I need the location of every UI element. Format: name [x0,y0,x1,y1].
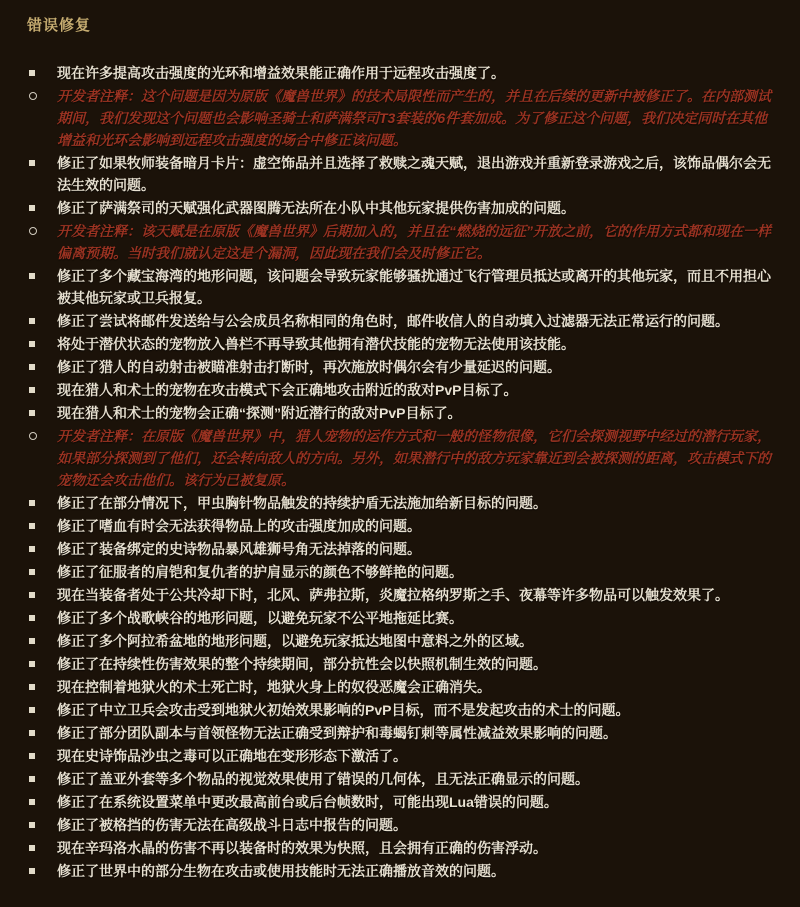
bugfix-item [27,561,772,583]
bugfix-item [27,860,772,882]
square-bullet-icon [29,500,35,506]
square-bullet-icon [29,822,35,828]
item-text: 现在当装备者处于公共冷却下时，北风、萨弗拉斯，炎魔拉格纳罗斯之手、夜幕等许多物品可以触发效果了。 [57,587,729,603]
square-bullet-icon [29,638,35,644]
square-bullet-icon [29,546,35,552]
bugfix-item [27,402,772,424]
item-text: 修正了装备绑定的史诗物品暴风雄狮号角无法掉落的问题。 [57,541,421,557]
square-bullet-icon [29,753,35,759]
item-text: 修正了萨满祭司的天赋强化武器图腾无法所在小队中其他玩家提供伤害加成的问题。 [57,200,575,216]
item-text: 修正了在部分情况下，甲虫胸针物品触发的持续护盾无法施加给新目标的问题。 [57,495,547,511]
circle-bullet-icon [29,227,37,235]
bugfix-item [27,538,772,560]
square-bullet-icon [29,364,35,370]
bugfix-item [27,837,772,859]
bugfix-item [27,197,772,219]
devnote-item [27,220,772,264]
square-bullet-icon [29,799,35,805]
item-text: 现在许多提高攻击强度的光环和增益效果能正确作用于远程攻击强度了。 [57,65,505,81]
item-text: 修正了多个战歌峡谷的地形问题，以避免玩家不公平地拖延比赛。 [57,610,463,626]
item-text: 修正了世界中的部分生物在攻击或使用技能时无法正确播放音效的问题。 [57,863,505,879]
square-bullet-icon [29,318,35,324]
bugfix-item [27,607,772,629]
bugfix-item [27,814,772,836]
item-text: 修正了多个阿拉希盆地的地形问题，以避免玩家抵达地图中意料之外的区域。 [57,633,533,649]
square-bullet-icon [29,845,35,851]
item-text: 修正了猎人的自动射击被瞄准射击打断时，再次施放时偶尔会有少量延迟的问题。 [57,359,561,375]
item-text: 开发者注释：在原版《魔兽世界》中，猎人宠物的运作方式和一般的怪物很像，它们会探测视野中经过的潜行玩家，如果部分探测到了他们，还会转向敌人的方向。另外，如果潜行中的敌方玩家靠近到会被探测的距离，攻击模式下的宠物还会攻击他们。该行为已被复原。 [57,428,771,488]
square-bullet-icon [29,592,35,598]
item-text: 修正了如果牧师装备暗月卡片：虚空饰品并且选择了救赎之魂天赋，退出游戏并重新登录游戏之后，该饰品偶尔会无法生效的问题。 [57,155,771,193]
item-text: 现在辛玛洛水晶的伤害不再以装备时的效果为快照，且会拥有正确的伤害浮动。 [57,840,547,856]
bugfix-item [27,653,772,675]
bugfix-item [27,356,772,378]
square-bullet-icon [29,70,35,76]
bugfix-item [27,333,772,355]
square-bullet-icon [29,661,35,667]
item-text: 开发者注释：这个问题是因为原版《魔兽世界》的技术局限性而产生的，并且在后续的更新中被修正了。在内部测试期间，我们发现这个问题也会影响圣骑士和萨满祭司T3套装的6件套加成。为了修正这个问题，我们决定同时在其他增益和光环会影响到远程攻击强度的场合中修正该问题。 [57,88,771,148]
bugfix-item [27,62,772,84]
square-bullet-icon [29,776,35,782]
item-text: 修正了在系统设置菜单中更改最高前台或后台帧数时，可能出现Lua错误的问题。 [57,794,558,810]
item-text: 修正了在持续性伤害效果的整个持续期间，部分抗性会以快照机制生效的问题。 [57,656,547,672]
square-bullet-icon [29,707,35,713]
item-text: 现在控制着地狱火的术士死亡时，地狱火身上的奴役恶魔会正确消失。 [57,679,491,695]
square-bullet-icon [29,730,35,736]
square-bullet-icon [29,684,35,690]
square-bullet-icon [29,523,35,529]
item-text: 修正了中立卫兵会攻击受到地狱火初始效果影响的PvP目标，而不是发起攻击的术士的问题。 [57,702,630,718]
bugfix-item [27,379,772,401]
bugfix-item [27,745,772,767]
item-text: 将处于潜伏状态的宠物放入兽栏不再导致其他拥有潜伏技能的宠物无法使用该技能。 [57,336,575,352]
item-text: 修正了尝试将邮件发送给与公会成员名称相同的角色时，邮件收信人的自动填入过滤器无法正常运行的问题。 [57,313,729,329]
item-text: 修正了部分团队副本与首领怪物无法正确受到辩护和毒蝎钉刺等属性减益效果影响的问题。 [57,725,617,741]
bugfix-item [27,310,772,332]
devnote-item [27,85,772,151]
item-text: 修正了被格挡的伤害无法在高级战斗日志中报告的问题。 [57,817,407,833]
bugfix-item [27,676,772,698]
item-text: 修正了嗜血有时会无法获得物品上的攻击强度加成的问题。 [57,518,421,534]
square-bullet-icon [29,205,35,211]
square-bullet-icon [29,615,35,621]
bugfix-list [27,62,772,882]
item-text: 现在猎人和术士的宠物会正确“探测”附近潜行的敌对PvP目标了。 [57,405,462,421]
bugfix-item [27,492,772,514]
square-bullet-icon [29,387,35,393]
item-text: 现在史诗饰品沙虫之毒可以正确地在变形形态下激活了。 [57,748,407,764]
section-title-bugfixes: 错误修复 [27,17,92,34]
item-text: 开发者注释：该天赋是在原版《魔兽世界》后期加入的，并且在“燃烧的远征”开放之前，它的作用方式都和现在一样偏离预期。当时我们就认定这是个漏洞，因此现在我们会及时修正它。 [57,223,771,261]
bugfix-item [27,515,772,537]
bugfix-item [27,722,772,744]
item-text: 现在猎人和术士的宠物在攻击模式下会正确地攻击附近的敌对PvP目标了。 [57,382,518,398]
bugfix-item [27,699,772,721]
circle-bullet-icon [29,92,37,100]
square-bullet-icon [29,160,35,166]
item-text: 修正了征服者的肩铠和复仇者的护肩显示的颜色不够鲜艳的问题。 [57,564,463,580]
bugfix-item [27,768,772,790]
bugfix-item [27,152,772,196]
bugfix-item [27,265,772,309]
square-bullet-icon [29,410,35,416]
square-bullet-icon [29,868,35,874]
square-bullet-icon [29,341,35,347]
devnote-item [27,425,772,491]
bugfix-item [27,630,772,652]
circle-bullet-icon [29,432,37,440]
bugfix-item [27,791,772,813]
item-text: 修正了多个藏宝海湾的地形问题，该问题会导致玩家能够骚扰通过飞行管理员抵达或离开的其他玩家，而且不用担心被其他玩家或卫兵报复。 [57,268,771,306]
square-bullet-icon [29,569,35,575]
item-text: 修正了盖亚外套等多个物品的视觉效果使用了错误的几何体，且无法正确显示的问题。 [57,771,589,787]
bugfix-item [27,584,772,606]
square-bullet-icon [29,273,35,279]
